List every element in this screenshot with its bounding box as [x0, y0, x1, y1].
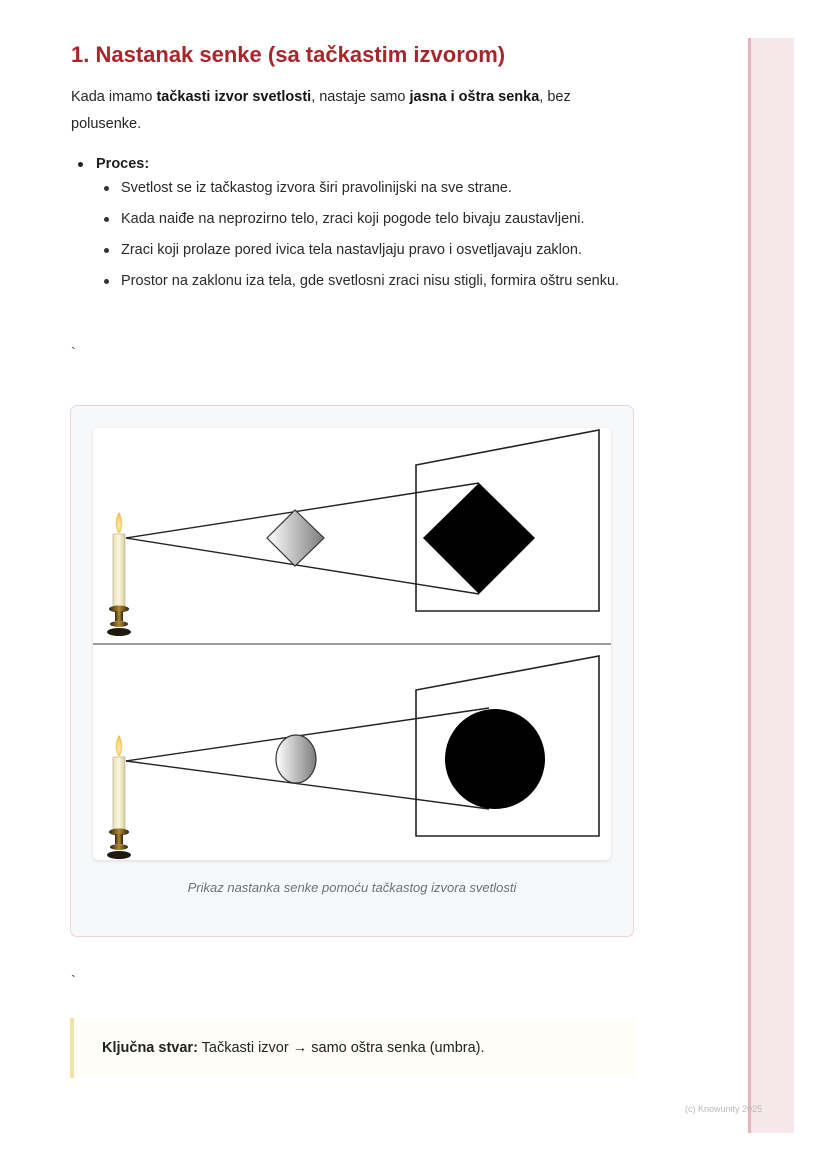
stray-backtick: ` — [71, 344, 76, 360]
candle-bottom — [107, 735, 131, 859]
section-heading: 1. Nastanak senke (sa tačkastim izvorom) — [71, 42, 506, 67]
diamond-object — [267, 510, 324, 566]
intro-text-3: , bez polusenke. — [71, 89, 571, 132]
callout-body: Tačkasti izvor → samo oštra senka (umbra). — [197, 1040, 485, 1056]
process-steps — [96, 178, 636, 292]
copyright-footer: (c) Knowunity 2025 — [685, 1104, 763, 1114]
candle-top — [107, 512, 131, 636]
process-step: Kada naiđe na neprozirno telo, zraci koji pogode telo bivaju zaustavljeni. — [96, 209, 636, 230]
key-takeaway-callout — [70, 1018, 636, 1078]
process-step: Prostor na zaklonu iza tela, gde svetlosni zraci nisu stigli, formira oštru senku. — [96, 271, 636, 292]
content-column — [71, 40, 636, 302]
callout-label: Ključna stvar: — [102, 1040, 198, 1056]
top-panel — [107, 430, 599, 636]
process-item — [71, 154, 636, 292]
shadow-diagram — [93, 428, 611, 860]
intro-bold-2: jasna i oštra senka — [409, 89, 540, 105]
process-step: Svetlost se iz tačkastog izvora širi pravolinijski na sve strane. — [96, 178, 636, 199]
figure-card — [70, 405, 634, 937]
bottom-panel — [107, 656, 599, 859]
process-label: Proces: — [96, 156, 150, 172]
circle-shadow — [445, 709, 545, 809]
intro-text-2: , nastaje samo — [311, 89, 410, 105]
intro-bold-1: tačkasti izvor svetlosti — [156, 89, 312, 105]
process-step: Zraci koji prolaze pored ivica tela nastavljaju pravo i osvetljavaju zaklon. — [96, 240, 636, 261]
callout-text — [102, 1040, 485, 1056]
intro-text-1: Kada imamo — [71, 89, 157, 105]
process-list — [71, 154, 636, 292]
intro-paragraph — [71, 84, 636, 138]
side-panel — [748, 38, 794, 1133]
shadow-illustration — [93, 428, 611, 860]
circle-object — [276, 735, 316, 783]
figure-caption: Prikaz nastanka senke pomoću tačkastog izvora svetlosti — [187, 880, 517, 895]
stray-backtick: ` — [71, 972, 76, 988]
